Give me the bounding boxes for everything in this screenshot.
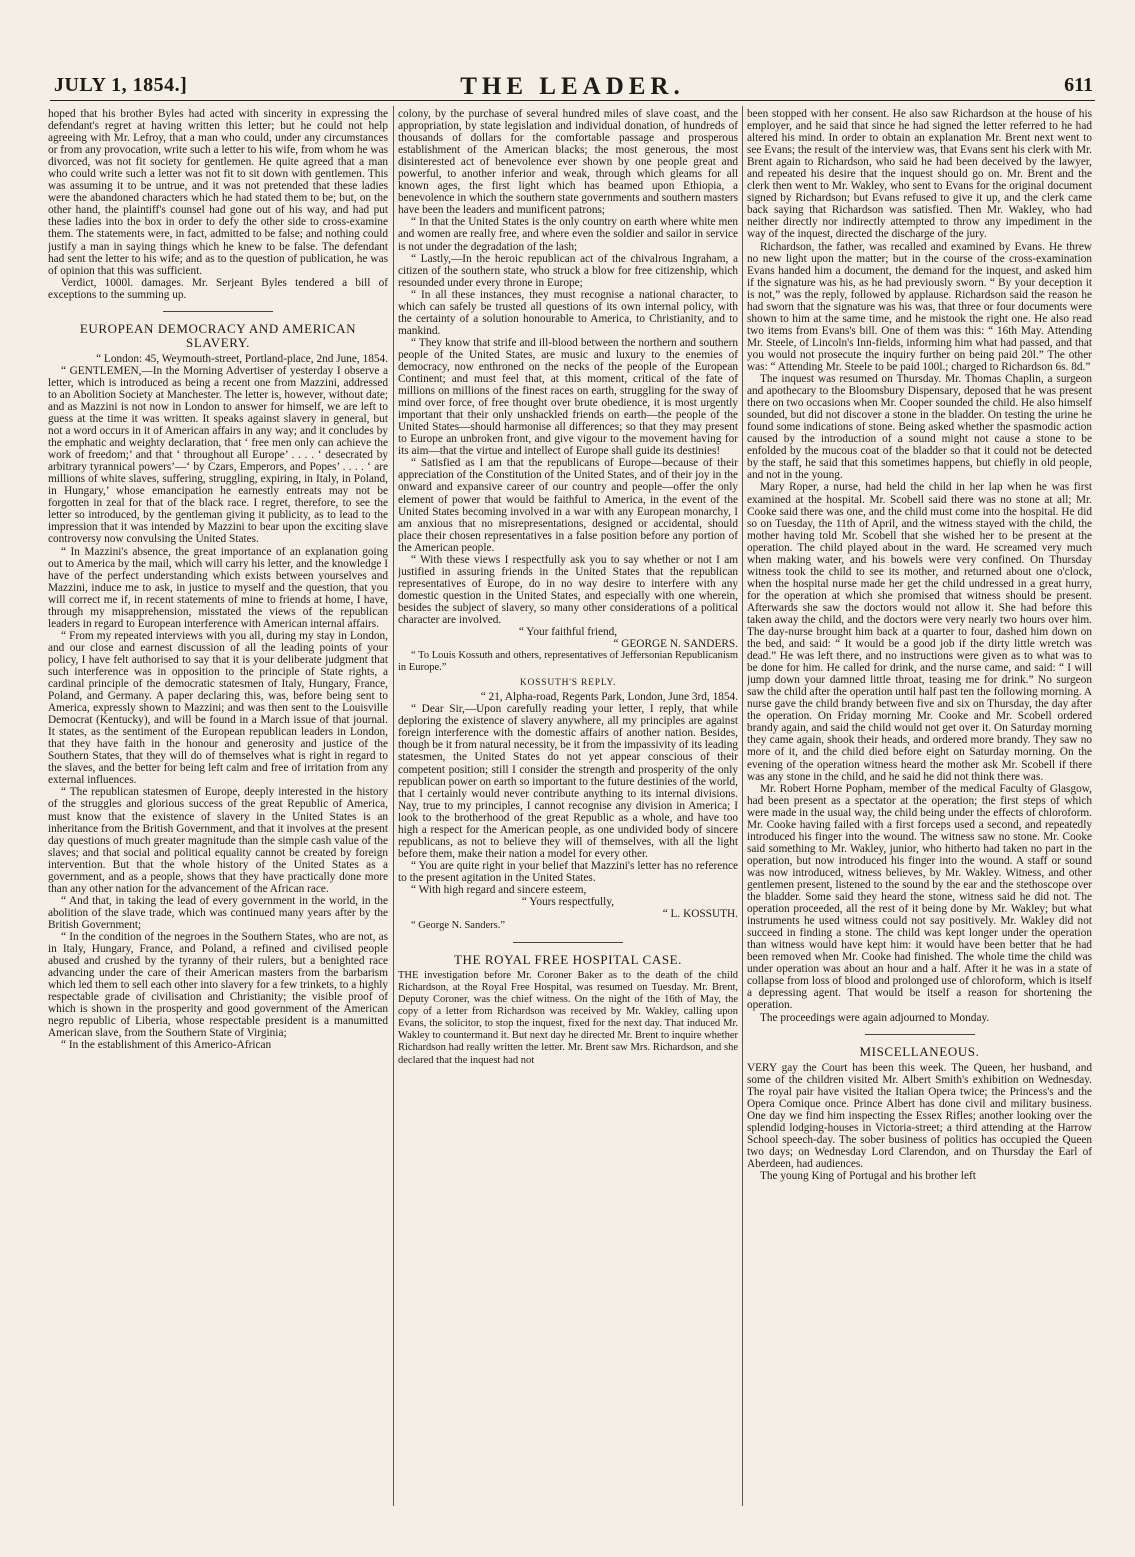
column-1: [48, 108, 388, 1508]
section-divider: [163, 311, 273, 312]
column-2: [398, 108, 738, 1508]
issue-date: JULY 1, 1854.]: [54, 74, 188, 96]
letter-dateline: “ 21, Alpha-road, Regents Park, London, June 3rd, 1854.: [480, 691, 738, 704]
paragraph: “ In the condition of the negroes in the Southern States, who are not, as in Italy, Hungary, France, and Poland, a refined and civilised people abused and crushed by the tyranny of their rulers, but a benighted race advancing under the care of their American masters from the barbarism which led them to sell each other into slavery for a few trinkets, to a highly respectable grade of civilisation and Christianity; the visible proof of which is shown in the prosperity and good government of the American negro republic of Liberia, whose respectable president is a manumitted American slave, from the Southern State of Virginia;: [48, 931, 388, 1040]
paragraph: “ They know that strife and ill-blood between the northern and southern people of the United States, are music and luxury to the enemies of democracy, now enthroned on the necks of the people of the European Continent; and must feel that, at this moment, critical of the fate of millions on millions of the finest races on earth, struggling for the sway of mind over force, of free thought over brute obedience, it is most urgently important that their only unshackled friends on earth—the people of the United States—should harmonise all differences; so that they may present to Europe an unbroken front, and give vigour to the movement having for its aim—that the virtue and intellect of Europe shall guide its destinies!: [398, 336, 738, 458]
letter-dateline: “ London: 45, Weymouth-street, Portland-place, 2nd June, 1854.: [96, 352, 388, 365]
paragraph: “ In all these instances, they must recognise a national character, to which can safely be trusted all questions of its own internal policy, with the certainty of a solution honourable to America, to Christianity, and to mankind.: [398, 288, 738, 337]
article-heading: MISCELLANEOUS.: [859, 1043, 980, 1059]
section-divider: [513, 942, 623, 943]
paragraph: The young King of Portugal and his brother left: [760, 1169, 976, 1182]
letter-closing: “ Yours respectfully,: [521, 896, 615, 909]
paragraph: been stopped with her consent. He also saw Richardson at the house of his employer, and he said that since he had signed the letter referred to he had altered his mind. In order to obtain an explanation Mr. Brent next went to see Evans; the result of the interview was, that Evans sent his clerk with Mr. Brent again to Richardson, who said he had been deceived by the lawyer, and repeated his desire that the inquest should go on. Mr. Brent and the clerk then went to Mr. Wakley, who sent to Evans for the original document signed by Richardson; but Evans refused to give it up, and the clerk came back saying that Richardson was satisfied. Then Mr. Wakley, who had neither directly nor indirectly attempted to throw any impediment in the way of the inquest, directed the discharge of the jury.: [747, 108, 1092, 241]
paragraph: VERY gay the Court has been this week. The Queen, her husband, and some of the children visited Mr. Albert Smith's exhibition on Wednesday. The royal pair have visited the Italian Opera twice; the Princess's and the Opera Comique once. Prince Albert has done civil and military business. One day we find him inspecting the Essex Rifles; another looking over the splendid lodging-houses in Victoria-street; a third attending at the Harrow School speech-day. The sober business of politics has occupied the Queen two days; on Wednesday Lord Clarendon, and on Thursday the Earl of Aberdeen, had audiences.: [747, 1061, 1092, 1170]
paragraph: “ With high regard and sincere esteem,: [411, 884, 587, 896]
paragraph: The proceedings were again adjourned to Monday.: [760, 1011, 990, 1024]
article-heading: THE ROYAL FREE HOSPITAL CASE.: [453, 952, 683, 968]
paragraph: hoped that his brother Byles had acted with sincerity in expressing the defendant's regret at having written this letter; but he could not help agreeing with Mr. Lefroy, that a man who could, under any circumstances or from any provocation, write such a letter to his wife, from whom he was divorced, was not fit society for gentlemen. He quite agreed that a man who could write such a letter was not fit to sit down with gentlemen. This was assuming it to be untrue, and it was not pretended that these ladies were the abandoned characters which he had stated them to be; but, on the other hand, the plaintiff's counsel had gone out of his way, and had put these ladies into the box in order to defy the other side to cross-examine them. The statements were, in fact, admitted to be false; and nothing could justify a man in saying things which he knew to be false. The defendant had sent the letter to his wife; and as to the question of publication, he was of opinion that this was sufficient.: [48, 108, 388, 277]
column-rule-1: [393, 106, 394, 1506]
column-rule-2: [742, 106, 743, 1506]
page-number: 611: [1064, 74, 1093, 96]
paragraph: “ In the establishment of this Americo-African: [61, 1039, 272, 1052]
column-3: [747, 108, 1092, 1508]
newspaper-title: THE LEADER.: [460, 73, 685, 100]
paragraph: “ Lastly,—In the heroic republican act of the chivalrous Ingraham, a citizen of the southern state, who struck a blow for free citizenship, which resounded under every throne in Europe;: [398, 252, 738, 289]
paragraph: THE investigation before Mr. Coroner Baker as to the death of the child Richardson, at the Royal Free Hospital, was resumed on Tuesday. Mr. Brent, Deputy Coroner, was the chief witness. On the night of the 16th of May, the copy of a letter from Richardson was received by Mr. Wakley, calling upon Evans, the solicitor, to stop the inquest, fixed for the next day. That induced Mr. Wakley to countermand it. But next day he directed Mr. Brent to inquire whether Richardson had really written the letter. Mr. Brent saw Mrs. Richardson, and she declared that the inquest had not: [398, 970, 738, 1066]
article-heading: EUROPEAN DEMOCRACY AND AMERICAN SLAVERY.: [79, 320, 357, 350]
paragraph: “ The republican statesmen of Europe, deeply interested in the history of the struggles and glorious success of the great Republic of America, must know that the existence of slavery in the United States is an inheritance from the British Government, and that it involves at the present day questions of much greater magnitude than the simple cash value of the slaves; and that social and political equality cannot be created by foreign intervention. But that the whole history of the United States as a government, and as a people, shows that they have practically done more than any other nation for the advancement of the African race.: [48, 786, 388, 895]
paragraph: colony, by the purchase of several hundred miles of slave coast, and the appropriation, by state legislation and individual donation, of hundreds of thousands of dollars for the comfortable passage and prosperous establishment of the American blacks; the most generous, the most disinterested act of benevolence ever shown by one people great and powerful, to another inferior and weak, through which gleams for all known ages, the first light which has beamed upon Ethiopia, a benevolence in which the southern state governments and southern masters have been the leaders and munificent patrons;: [398, 108, 738, 217]
paragraph: “ In Mazzini's absence, the great importance of an explanation going out to America by the mail, which will carry his letter, and the knowledge I have of the perfect understanding which exists between yourselves and Mazzini, induce me to ask, in justice to myself and the question, that you will correct me if, in recent statements of mine to friends at home, I have, through my misapprehension, misstated the views of the republican leaders in regard to European interference with American internal affairs.: [48, 545, 388, 630]
paragraph: Verdict, 1000l. damages. Mr. Serjeant Byles tendered a bill of exceptions to the summing up.: [48, 276, 388, 301]
letter-signature: “ GEORGE N. SANDERS.: [613, 638, 738, 651]
letter-address: “ George N. Sanders.”: [411, 920, 505, 932]
letter-closing: “ Your faithful friend,: [518, 626, 618, 639]
paragraph: The inquest was resumed on Thursday. Mr. Thomas Chaplin, a surgeon and apothecary to the Bloomsbury Dispensary, deposed that he was present there on two occasions when Mr. Cooper sounded the child. He also himself sounded, but did not discover a stone in the bladder. On testing the urine he found some indications of stone. Being asked whether the spasmodic action caused by the introduction of a sound might not cause a stone to be enfolded by the mucous coat of the bladder so that it could not be detected by the staff, he said that this sometimes happens, but chiefly in old people, and not in the young.: [747, 373, 1092, 482]
paragraph: Richardson, the father, was recalled and examined by Evans. He threw no new light upon the matter; but in the course of the cross-examination Evans handed him a document, the demand for the inquest, and asked him if the signature was his, as he had previously sworn. “ By your deception it is not,” was the reply, followed by applause. Richardson said the reason he had sworn that the signature was his was, that three or four documents were shown to him at the same time, and he mistook the right one. He also read two items from Evans's bill. One of them was this: “ 16th May. Attending Mr. Steele, of Lincoln's Inn-fields, informing him what had passed, and that you would not prosecute the inquiry further on being paid 20l.” The other was: “ Attending Mr. Steele to be paid 100l.; charged to Richardson 6s. 8d.”: [747, 240, 1092, 373]
paragraph: “ Satisfied as I am that the republicans of Europe—because of their appreciation of the Constitution of the United States, and of their joy in the onward and expansive career of our country and people—offer the only element of power that would be faithful to America, in the event of the United States becoming involved in a war with any European monarchy, I am anxious that no misrepresentations, designed or accidental, should place their chosen representatives in a false position before any portion of the American people.: [398, 457, 738, 554]
paragraph: Mary Roper, a nurse, had held the child in her lap when he was first examined at the hospital. Mr. Scobell said there was no stone at all; Mr. Cooke said there was one, and the child must come into the hospital. He did so on Tuesday, the 11th of April, and the witness stayed with the child, the mother having told Mr. Scobell that she wished her to be present at the operation. The child played about in the ward. He screamed very much when making water, and his bowels were very confined. On Thursday witness took the child to see its mother, and returned about one o'clock, when the hospital nurse made her get the child undressed in a great hurry, for the operation at which she promised that witness should be present. Afterwards she saw the doctors would not allow it. She had before this taken away the child, and the doctors were very nearly two hours over him. The day-nurse brought him back at a quarter to four, dashed him down on the bed, and said: “ It would be a good job if the dirty little wretch was dead.” He was left there, and no instructions were given as to what was to be done for him. He called for drink, and the nurse came, and said: “ I will jump down your damned little throat, teasing me for drink.” No surgeon saw the child after the operation until half past ten the following morning. A nurse gave the child brandy between five and six on Thursday, the day after the operation. On Friday morning Mr. Cooke and Mr. Scobell ordered brandy again, and said the child would not get over it. On Saturday morning they came again, shook their heads, and ordered more brandy. They saw no more of it, and the child died before eight on Saturday morning. On the evening of the operation witness heard the mother ask Mr. Scobell if there was any stone in the child, and he said he did not think there was.: [747, 481, 1092, 783]
section-divider: [865, 1034, 975, 1035]
paragraph: Mr. Robert Horne Popham, member of the medical Faculty of Glasgow, had been present as a spectator at the operation; the first steps of which were made in the usual way, the child being under the effects of chloroform. Mr. Cooke having failed with a first forceps used a second, and repeatedly introduced his finger into the wound. The witness saw no stone. Mr. Cooke said something to Mr. Wakley, junior, who hitherto had taken no part in the operation, but now introduced his finger into the wound. A staff or sound was now introduced, witness believes, by Mr. Wakley. Witness, and other gentlemen present, listened to the sound by the ear and the stethoscope over the bladder. Some said they heard the stone, witness said he did not. The operation proceeded, all the rest of it being done by Mr. Wakley; but what instruments he used witness could not say positively. Mr. Wakley did not succeed in finding a stone. The child was kept longer under the operation than witness would have kept him: it would have been better that he had been removed when Mr. Cooke had finished. The whole time the child was under operation was about an hour and a half. After it he was in a state of collapse from loss of blood and prolonged use of chloroform, which is itself a depressing agent. That would be itself a reason for shortening the operation.: [747, 782, 1092, 1012]
paragraph: “ In that the United States is the only country on earth where white men and women are really free, and where even the soldier and sailor in service is not under the degradation of the lash;: [398, 216, 738, 253]
letter-signature: “ L. KOSSUTH.: [662, 908, 738, 921]
paragraph: “ You are quite right in your belief that Mazzini's letter has no reference to the present agitation in the United States.: [398, 859, 738, 884]
paragraph: “ From my repeated interviews with you all, during my stay in London, and our close and earnest discussion of all the leading points of your policy, I have felt authorised to say that it is your deliberate judgment that such interference was in opposition to the principle of State rights, a cardinal principle of the democratic statesmen of Italy, Hungary, France, Poland, and Germany. A paper declaring this, was, before being sent to America, expressly shown to Mazzini; and was then sent to the Louisville Democrat (Kentucky), and will be found in a March issue of that journal. It states, as the sentiment of the European republican leaders in London, that they have faith in the honour and generosity and justice of the Southern States, that they will do of themselves what is right in regard to the slaves, and the better for being left calm and free of irritation from any external influences.: [48, 629, 388, 787]
paragraph: “ GENTLEMEN,—In the Morning Advertiser of yesterday I observe a letter, which is introduced as being a recent one from Mazzini, addressed to an Abolition Society at Manchester. The letter is, however, without date; and as Mazzini is not now in London to answer for himself, we are left to guess at the time it was written. It speaks against slavery in general, but not a word occurs in it of American affairs in any way; and it concludes by the emphatic and weighty declaration, that ‘ free men only can achieve the work of freedom;’ and that ‘ throughout all Europe’ . . . . ‘ desecrated by arbitrary tyrannical powers’—‘ by Czars, Emperors, and Popes’ . . . . ‘ are millions of white slaves, suffering, struggling, expiring, in Italy, in Poland, in Hungary,’ whose emancipation he earnestly entreats may not be forgotten in zeal for that of the black race. I regret, therefore, to see the letter so introduced, by the gentleman giving it publicity, as to lead to the impression that it was intended by Mazzini to bear upon the exciting slave controversy now convulsing the United States.: [48, 364, 388, 546]
letter-address: “ To Louis Kossuth and others, representatives of Jeffersonian Republicanism in Europe.”: [398, 650, 738, 674]
masthead: [50, 72, 1095, 101]
paragraph: “ With these views I respectfully ask you to say whether or not I am justified in assuring friends in the United States that the republican representatives of Europe, do in no way desire to interfere with any domestic question in the United States, and especially with one wherein, besides the subject of slavery, so many other considerations of a political character are involved.: [398, 553, 738, 626]
paragraph: “ And that, in taking the lead of every government in the world, in the abolition of the slave trade, which was continued many years after by the British Government;: [48, 894, 388, 931]
subheading: KOSSUTH'S REPLY.: [519, 678, 617, 689]
paragraph: “ Dear Sir,—Upon carefully reading your letter, I reply, that while deploring the existence of slavery anywhere, all my principles are against foreign interference with the domestic affairs of another nation. Besides, though be it from natural necessity, be it from the impassivity of its leading statesmen, the United States do not yet appear conscious of their competent position; still I consider the strength and prosperity of the only republican power on earth so important to the future destinies of the world, that I certainly would never contribute anything to its internal divisions. Nay, true to my principles, I cannot recognise any division in America; I look to the brotherhood of the great Republic as a whole, and have too high a respect for the American people, as one undivided body of sincere republicans, as not to believe they will of themselves, with all the light before them, make their nation a model for every other.: [398, 703, 738, 860]
